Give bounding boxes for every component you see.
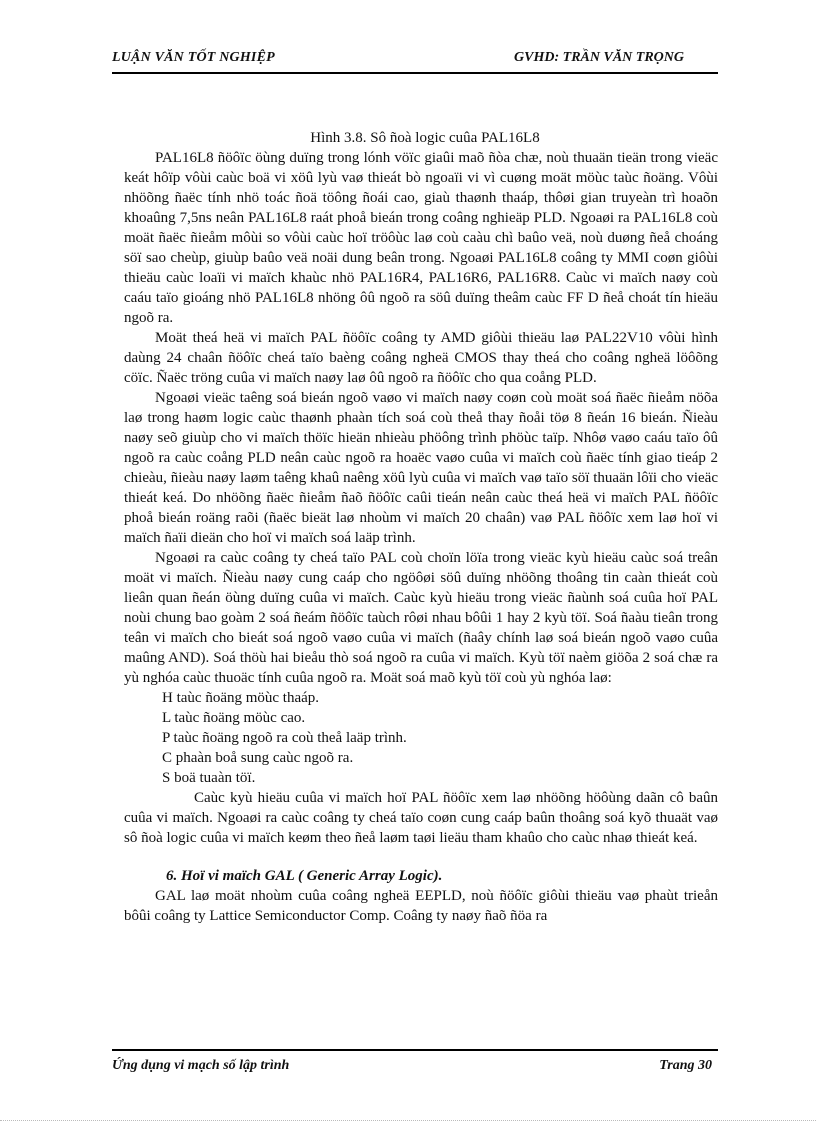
list-item: L taùc ñoäng möùc cao. [162,710,306,726]
page-header [112,50,718,70]
footer-title: Ứng dụng vi mạch số lập trình [112,1058,290,1073]
page-footer [112,1058,718,1078]
page-edge [0,1120,816,1121]
list-item: C phaàn boå sung caùc ngoõ ra. [162,750,354,766]
figure-caption: Hình 3.8. Sô ñoà logic cuûa PAL16L8 [310,130,540,146]
header-title: LUẬN VĂN TỐT NGHIỆP [112,50,275,65]
code-list [124,688,718,788]
closing-paragraph: Caùc kyù hieäu cuûa vi maïch hoï PAL ñöôïc xem laø nhöõng höôùng daãn cô baûn cuûa vi maïch. Ngoaøi ra caùc coâng ty cheá taïo coøn cung caáp baûn thoâng soá kyõ thuaät vaø sô ñoà logic cuûa vi maïch keøm theo ñeå laøm taøi lieäu tham khaûo cho caùc nhaø thieát keá. [124,790,718,846]
paragraph: Ngoaøi vieäc taêng soá bieán ngoõ vaøo vi maïch naøy coøn coù moät soá ñaëc ñieåm nöõa laø trong haøm logic caùc thaønh phaàn tích soá coù theå thay ñoåi töø 8 ñeán 16 bieán. Ñieàu naøy seõ giuùp cho vi maïch thöïc hieän nhieàu phöông trình phöùc taïp. Nhôø vaøo caáu taïo ôû ngoõ ra caùc coång PLD neân caùc ngoõ ra hoaëc vaøo cuûa vi maïch coù ñaëc tính giao tieáp 2 chieàu, ñieàu naøy laøm taêng khaû naêng xöû lyù cuûa vi maïch vaø taïo söï thuaän lôïi cho vieäc thieát keá. Do nhöõng ñaëc ñieåm ñaõ ñöôïc caûi tieán neân caùc theá heä vi maïch PAL ñöôïc phoå bieán roäng raõi (ñaëc bieät laø nhoùm vi maïch 20 chaân) vaø PAL ñöôïc xem laø hoï vi maïch ñaïi dieän cho hoï vi maïch soá laäp trình. [124,390,718,546]
section-paragraph: GAL laø moät nhoùm cuûa coâng ngheä EEPLD, noù ñöôïc giôùi thieäu vaø phaùt trieån bôûi coâng ty Lattice Semiconductor Comp. Coâng ty naøy ñaõ ñöa ra [124,888,718,924]
header-advisor: GVHD: TRẦN VĂN TRỌNG [514,50,684,65]
page-number: Trang 30 [659,1058,712,1073]
list-item: P taùc ñoäng ngoõ ra coù theå laäp trình. [162,730,407,746]
footer-divider [112,1049,718,1051]
section-heading: 6. Hoï vi maïch GAL ( Generic Array Logic). [166,868,443,884]
list-item: S boä tuaàn töï. [162,770,256,786]
header-divider [112,72,718,74]
paragraph: Ngoaøi ra caùc coâng ty cheá taïo PAL coù choïn löïa trong vieäc kyù hieäu caùc soá treân moät vi maïch. Ñieàu naøy cung caáp cho ngöôøi söû duïng nhöõng thoâng tin caàn thieát coù lieân quan ñeán öùng duïng cuûa vi maïch. Caùc kyù hieäu trong vieäc ñaùnh soá cuûa hoï PAL noùi chung bao goàm 2 soá ñeám ñöôïc taùch rôøi nhau bôûi 1 hay 2 kyù töï. Soá ñaàu tieân trong teân vi maïch cho bieát soá ngoõ vaøo cuûa vi maïch (ñaây chính laø soá bieán ngoõ vaøo cuûa maûng AND). Soá thöù hai bieåu thò soá ngoõ ra cuûa vi maïch. Kyù töï naèm giöõa 2 soá chæ ra yù nghóa caùc thuoäc tính cuûa ngoõ ra. Moät soá maõ kyù töï coù yù nghóa laø: [124,550,718,686]
page-body [124,128,718,926]
paragraph: PAL16L8 ñöôïc öùng duïng trong lónh vöïc giaûi maõ ñòa chæ, noù thuaän tieän trong vieäc keát hôïp vôùi caùc boä vi xöû lyù vaø thieát bò ngoaïi vi vì cuøng moät möùc taùc ñoäng. Vôùi nhöõng ñaëc tính nhö toác ñoä töông ñoái cao, giaù thaønh thaáp, thôøi gian truyeàn trì hoaõn khoaûng 7,5ns neân PAL16L8 raát phoå bieán trong coâng nghieäp PLD. Ngoaøi ra PAL16L8 coù moät ñaëc ñieåm môùi so vôùi caùc hoï tröôùc laø coù caàu chì baûo veä, noù duøng ñeå choáng söï sao cheùp, giuùp baûo veä noäi dung beân trong. Ngoaøi PAL16L8 coâng ty MMI coøn giôùi thieäu caùc loaïi vi maïch khaùc nhö PAL16R4, PAL16R6, PAL16R8. Caùc vi maïch naøy coù caáu taïo gioáng nhö PAL16L8 nhöng ôû ngoõ ra söû duïng theâm caùc FF D ñeå choát tín hieäu ngoõ ra. [124,150,718,326]
list-item: H taùc ñoäng möùc thaáp. [162,690,320,706]
paragraph: Moät theá heä vi maïch PAL ñöôïc coâng ty AMD giôùi thieäu laø PAL22V10 vôùi hình daùng 24 chaân ñöôïc cheá taïo baèng coâng ngheä CMOS thay theá cho coâng ngheä löôõng cöïc. Ñaëc tröng cuûa vi maïch naøy laø ôû ngoõ ra ñöôïc cho qua coång PLD. [124,330,718,386]
